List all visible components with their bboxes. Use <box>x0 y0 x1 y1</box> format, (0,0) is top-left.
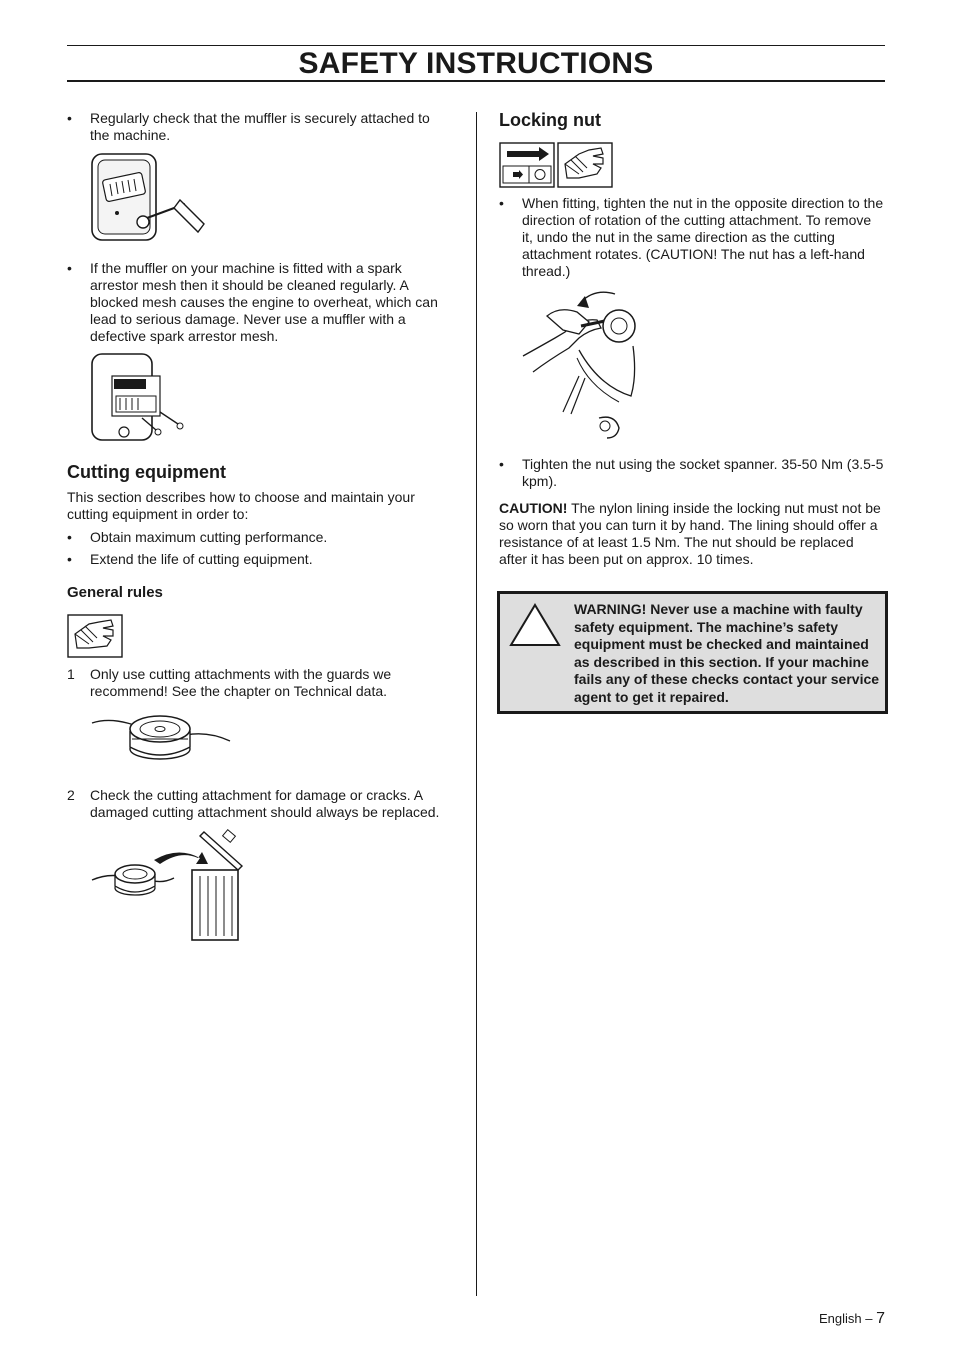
warning-triangle-icon <box>508 602 562 648</box>
rule-number: 2 <box>67 787 75 803</box>
rotation-direction-icon <box>499 142 555 188</box>
bullet-mark: • <box>67 260 72 276</box>
bullet-mark: • <box>499 195 504 211</box>
cutting-bullet-item <box>67 529 452 546</box>
bullet-mark: • <box>67 551 72 567</box>
discard-trimmer-head-illustration <box>90 828 250 943</box>
bullet-mark: • <box>67 110 72 126</box>
general-rules-heading: General rules <box>67 584 163 601</box>
footer-separator: – <box>865 1311 873 1326</box>
cutting-bullet-item <box>67 551 452 568</box>
page-number: 7 <box>876 1310 885 1327</box>
muffler-check-item <box>67 110 452 144</box>
cutting-bullet-text: Extend the life of cutting equipment. <box>90 551 313 567</box>
spark-arrestor-text: If the muffler on your machine is fitted with a spark arrestor mesh then it should be cleaned regularly. A blocked mesh causes the engine to overheat, which can lead to serious damage. Never use a muffler with a defective spark arrestor mesh. <box>90 260 438 344</box>
cutting-equipment-heading: Cutting equipment <box>67 462 226 482</box>
rule-2-item <box>67 787 457 821</box>
muffler-check-text: Regularly check that the muffler is securely attached to the machine. <box>90 110 430 143</box>
trimmer-head-illustration <box>90 705 232 771</box>
column-divider <box>476 112 477 1296</box>
spark-arrestor-item <box>67 260 452 345</box>
protective-glove-icon <box>67 614 123 658</box>
socket-spanner-illustration <box>519 286 649 442</box>
fitting-item <box>499 195 885 280</box>
rule-1-text: Only use cutting attachments with the guards we recommend! See the chapter on Technical data. <box>90 666 392 699</box>
warning-text: WARNING! Never use a machine with faulty safety equipment. The machine’s safety equipment must be checked and maintained as described in this section. If your machine fails any of these checks contact your service agent to get it repaired. <box>574 601 880 705</box>
tighten-text: Tighten the nut using the socket spanner. 35-50 Nm (3.5-5 kpm). <box>522 456 884 489</box>
tighten-item <box>499 456 885 490</box>
caution-paragraph <box>499 500 885 568</box>
footer-language: English <box>818 1311 862 1326</box>
caution-label: CAUTION! <box>499 500 568 516</box>
rule-number: 1 <box>67 666 75 682</box>
locking-nut-heading: Locking nut <box>499 110 601 130</box>
fitting-text: When fitting, tighten the nut in the opposite direction to the direction of rotation of the cutting attachment. To remove it, undo the nut in the same direction as the cutting attachment rotates. (CAUTION! The nut has a left-hand thread.) <box>522 195 884 279</box>
rule-1-item <box>67 666 452 700</box>
bullet-mark: • <box>67 529 72 545</box>
bullet-mark: • <box>499 456 504 472</box>
caution-text: The nylon lining inside the locking nut must not be so worn that you can turn it by hand. The lining should offer a resistance of at least 1.5 Nm. The nut should be replaced after it has been put on approx. 10 times. <box>499 500 881 567</box>
page-title: SAFETY INSTRUCTIONS <box>67 45 885 82</box>
page-footer <box>819 1310 885 1327</box>
cutting-bullet-text: Obtain maximum cutting performance. <box>90 529 328 545</box>
spark-arrestor-illustration <box>90 352 185 444</box>
warning-box <box>497 591 888 714</box>
cutting-intro-text: This section describes how to choose and maintain your cutting equipment in order to: <box>67 489 415 522</box>
muffler-screwdriver-illustration <box>90 152 210 244</box>
protective-glove-icon <box>557 142 613 188</box>
rule-2-text: Check the cutting attachment for damage or cracks. A damaged cutting attachment should always be replaced. <box>90 787 440 820</box>
